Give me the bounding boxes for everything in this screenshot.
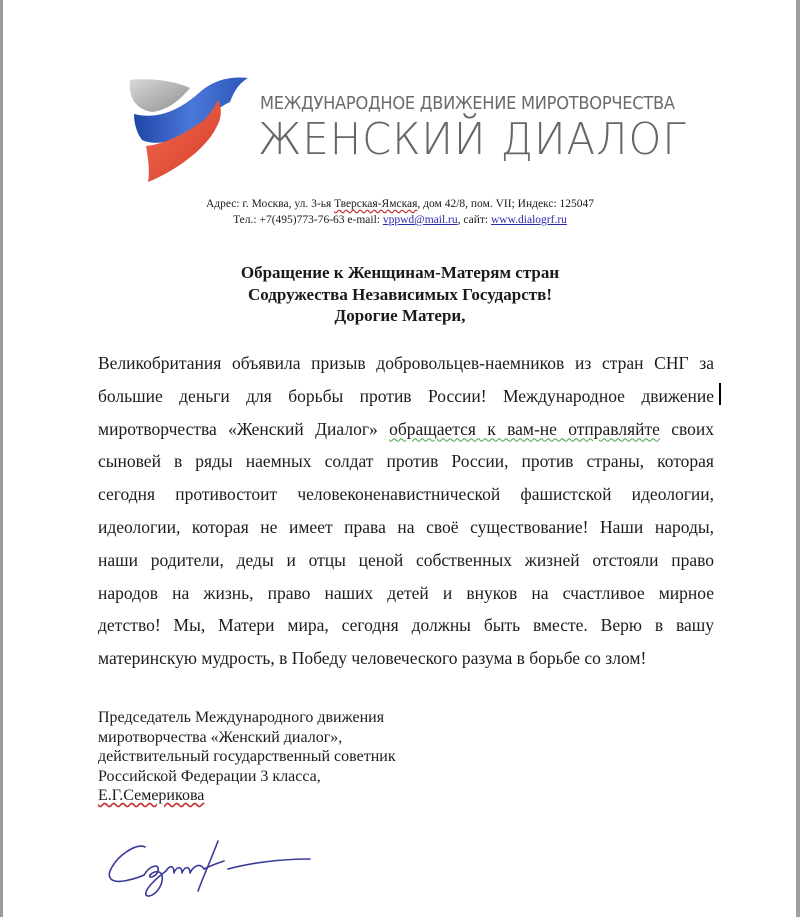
organization-subtitle: МЕЖДУНАРОДНОЕ ДВИЖЕНИЕ МИРОТВОРЧЕСТВА	[260, 94, 675, 114]
page-edge-right	[796, 0, 800, 917]
organization-name: ЖЕНСКИЙ ДИАЛОГ	[258, 114, 687, 165]
grammar-flagged-text: обращается к вам-не отправляйте	[389, 418, 660, 439]
signatory-title-line: миротворчества «Женский диалог»,	[98, 728, 343, 746]
contact-info	[0, 196, 800, 228]
dove-hand-logo-icon	[118, 70, 253, 188]
body-line: детство! Мы, Матери мира, сегодня должны быть вместе. Верю в вашу	[98, 615, 714, 636]
body-line: Великобритания объявила призыв добровольцев-наемников из стран СНГ за	[98, 353, 714, 373]
address-suffix: , дом 42/8, пом. VII; Индекс: 125047	[417, 198, 595, 210]
phone-email-line	[0, 212, 800, 228]
letter-title	[0, 262, 800, 327]
page-edge-left	[0, 0, 3, 917]
body-line: сыновей в ряды наемных солдат против России, против страны, которая	[98, 451, 714, 472]
body-line: большие деньги для борьбы против России! Международное движение	[98, 385, 714, 406]
site-label: , сайт:	[457, 214, 491, 226]
signatory-title-line: Российской Федерации 3 класса,	[98, 767, 321, 785]
body-line: идеологии, которая не имеет права на своё существование! Наши народы,	[98, 516, 714, 537]
address-prefix: Адрес: г. Москва, ул. 3-ья	[205, 198, 335, 210]
phone-text: Тел.: +7(495)773-76-63 e-mail:	[233, 214, 383, 226]
signatory-title-line: Председатель Международного движения	[98, 709, 385, 726]
address-street: Тверская-Ямская	[334, 198, 418, 210]
signatory-title-line: действительный государственный советник	[98, 748, 396, 765]
address-line	[0, 196, 800, 212]
organization-logo	[118, 70, 687, 190]
signature-block	[98, 708, 396, 806]
email-link[interactable]: vppwd@mail.ru	[382, 214, 458, 226]
body-line: народов на жизнь, право наших детей и внуков на счастливое мирное	[98, 582, 714, 603]
body-line: сегодня противостоит человеконенавистнической фашистской идеологии,	[98, 484, 714, 505]
text-cursor	[719, 383, 721, 405]
body-line: наши родители, деды и отцы ценой собственных жизней отстояли право	[98, 549, 714, 570]
handwritten-signature-icon	[100, 835, 380, 915]
body-line: материнскую мудрость, в Победу человеческого разума в борьбе со злом!	[98, 648, 647, 669]
signatory-name: Е.Г.Семерикова	[98, 787, 205, 804]
greeting: Дорогие Матери,	[334, 306, 466, 325]
title-line-2: Содружества Независимых Государств!	[248, 284, 552, 304]
website-link[interactable]: www.dialogrf.ru	[491, 214, 567, 226]
title-line-1: Обращение к Женщинам-Матерям стран	[240, 263, 560, 282]
letter-body	[98, 347, 714, 675]
body-line: миротворчества «Женский Диалог» обращается к вам-не отправляйте своих	[98, 418, 715, 439]
